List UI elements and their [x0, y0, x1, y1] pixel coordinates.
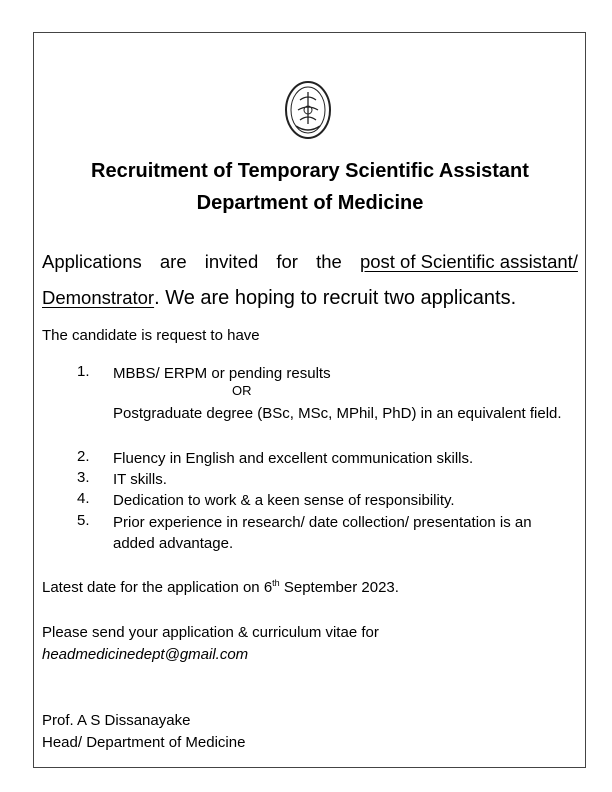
- university-crest-icon: [284, 80, 332, 140]
- deadline-prefix: Latest date for the application on 6: [42, 579, 273, 596]
- intro-word: for: [276, 251, 298, 272]
- list-item-number: 1.: [77, 363, 90, 380]
- page-title: Recruitment of Temporary Scientific Assistant: [91, 160, 529, 182]
- signatory-title: Head/ Department of Medicine: [42, 734, 246, 751]
- deadline-suffix: September 2023.: [279, 579, 399, 596]
- intro-line-1: [42, 244, 578, 280]
- list-item: Dedication to work & a keen sense of responsibility.: [113, 492, 455, 509]
- signatory-name: Prof. A S Dissanayake: [42, 712, 191, 729]
- intro-word: invited: [204, 251, 259, 272]
- requirements-lead: The candidate is request to have: [42, 327, 260, 344]
- post-title-part1: post of Scientific assistant/: [359, 251, 578, 272]
- list-item-number: 4.: [77, 490, 90, 507]
- department-title: Department of Medicine: [196, 192, 424, 214]
- list-item-number: 5.: [77, 512, 90, 529]
- intro-line-2: [42, 280, 578, 316]
- deadline-text: [42, 578, 399, 596]
- list-item: IT skills.: [113, 471, 167, 488]
- list-item-number: 3.: [77, 469, 90, 486]
- post-title-part2: Demonstrator: [42, 287, 155, 308]
- list-item: Prior experience in research/ date collection/ presentation is an added advantage.: [113, 514, 532, 552]
- intro-sentence: . We are hoping to recruit two applicants.: [154, 287, 517, 309]
- intro-word: Applications: [42, 251, 142, 272]
- or-label: OR: [232, 383, 252, 398]
- list-item-number: 2.: [77, 448, 90, 465]
- contact-line: Please send your application & curriculum vitae for: [42, 624, 379, 641]
- intro-word: are: [159, 251, 187, 272]
- list-item-alternative: Postgraduate degree (BSc, MSc, MPhil, PhD) in an equivalent field.: [113, 405, 562, 422]
- contact-email[interactable]: headmedicinedept@gmail.com: [42, 646, 249, 663]
- list-item: Fluency in English and excellent communication skills.: [113, 450, 474, 467]
- intro-word: the: [316, 251, 342, 272]
- list-item: MBBS/ ERPM or pending results: [113, 365, 331, 382]
- deadline-ordinal: th: [272, 578, 280, 588]
